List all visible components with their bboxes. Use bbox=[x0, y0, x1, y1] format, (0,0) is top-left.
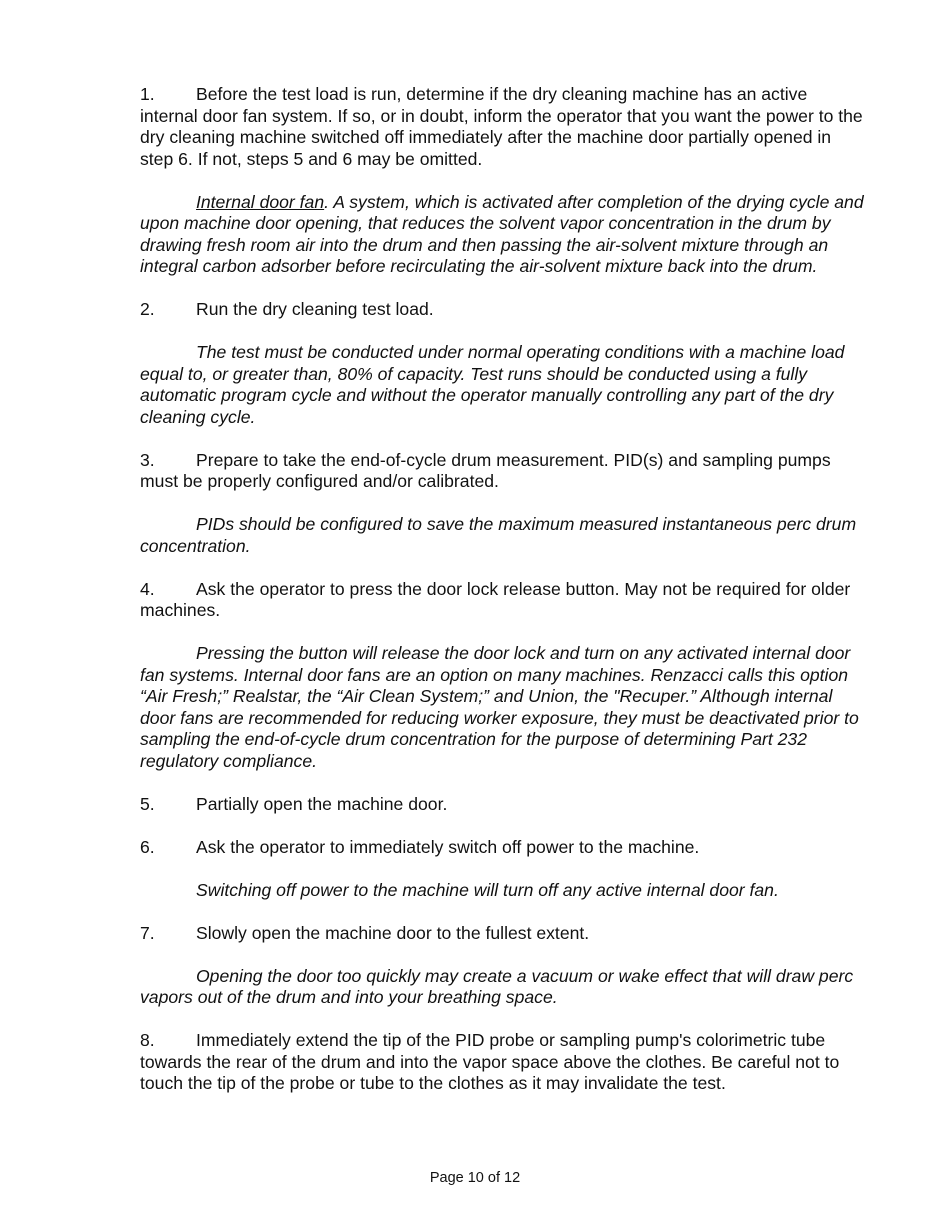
step-number: 8. bbox=[140, 1030, 155, 1050]
step-text: Ask the operator to press the door lock release button. May not be required for older machines. bbox=[140, 578, 851, 620]
step-text: Run the dry cleaning test load. bbox=[196, 299, 434, 319]
step-3 bbox=[140, 450, 864, 493]
step-text: Slowly open the machine door to the fullest extent. bbox=[196, 922, 590, 943]
note-door-opening: Opening the door too quickly may create a vacuum or wake effect that will draw perc vapors out of the drum and into your breathing space. bbox=[140, 965, 854, 1007]
note-door-lock: Pressing the button will release the door lock and turn on any activated internal door fan systems. Internal door fans are an option on many machines. Renzacci calls this option “Air Fresh;” Realstar, the “Air Clean System;” and Union, the "Recuper.” Although internal door fans are recommended for reducing worker exposure, they must be deactivated prior to sampling the end-of-cycle drum concentration for the purpose of determining Part 232 regulatory compliance. bbox=[140, 643, 859, 771]
step-1 bbox=[140, 84, 864, 170]
step-number: 5. bbox=[140, 793, 155, 814]
note-pid-config: PIDs should be configured to save the maximum measured instantaneous perc drum concentration. bbox=[140, 514, 857, 556]
step-8 bbox=[140, 1030, 864, 1095]
step-number: 3. bbox=[140, 449, 155, 470]
note-power-off: Switching off power to the machine will turn off any active internal door fan. bbox=[196, 879, 779, 900]
step-4 bbox=[140, 579, 864, 622]
step-number: 6. bbox=[140, 836, 155, 857]
step-number: 7. bbox=[140, 922, 155, 943]
step-text: Ask the operator to immediately switch off power to the machine. bbox=[196, 836, 700, 857]
note-internal-door-fan bbox=[140, 192, 864, 278]
step-number: 1. bbox=[140, 84, 155, 104]
note-test-conditions: The test must be conducted under normal operating conditions with a machine load equal to, or greater than, 80% of capacity. Test runs should be conducted using a fully automatic program cycle and without the operator manually controlling any part of the dry cleaning cycle. bbox=[140, 342, 845, 427]
step-text: Prepare to take the end-of-cycle drum measurement. PID(s) and sampling pumps must be properly configured and/or calibrated. bbox=[140, 449, 831, 491]
step-text: Partially open the machine door. bbox=[196, 793, 448, 814]
definition-text: . A system, which is activated after completion of the drying cycle and upon machine door opening, that reduces the solvent vapor concentration in the drum by drawing fresh room air into the drum and then passing the air-solvent mixture through an integral carbon adsorber before recirculating the air-solvent mixture back into the drum. bbox=[140, 191, 864, 276]
step-text: Before the test load is run, determine if the dry cleaning machine has an active internal door fan system. If so, or in doubt, inform the operator that you want the power to the dry cleaning machine switched off immediately after the machine door partially opened in step 6. If not, steps 5 and 6 may be omitted. bbox=[140, 84, 863, 169]
step-text: Immediately extend the tip of the PID probe or sampling pump's colorimetric tube towards the rear of the drum and into the vapor space above the clothes. Be careful not to touch the tip of the probe or tube to the clothes as it may invalidate the test. bbox=[140, 1030, 840, 1093]
step-2 bbox=[140, 299, 864, 321]
step-6 bbox=[140, 837, 864, 859]
step-number: 4. bbox=[140, 578, 155, 599]
document-body bbox=[140, 84, 864, 1116]
page-number: Page 10 of 12 bbox=[429, 1170, 521, 1186]
step-5 bbox=[140, 794, 864, 816]
step-7 bbox=[140, 923, 864, 945]
definition-term: Internal door fan bbox=[196, 191, 325, 212]
step-number: 2. bbox=[140, 299, 155, 319]
